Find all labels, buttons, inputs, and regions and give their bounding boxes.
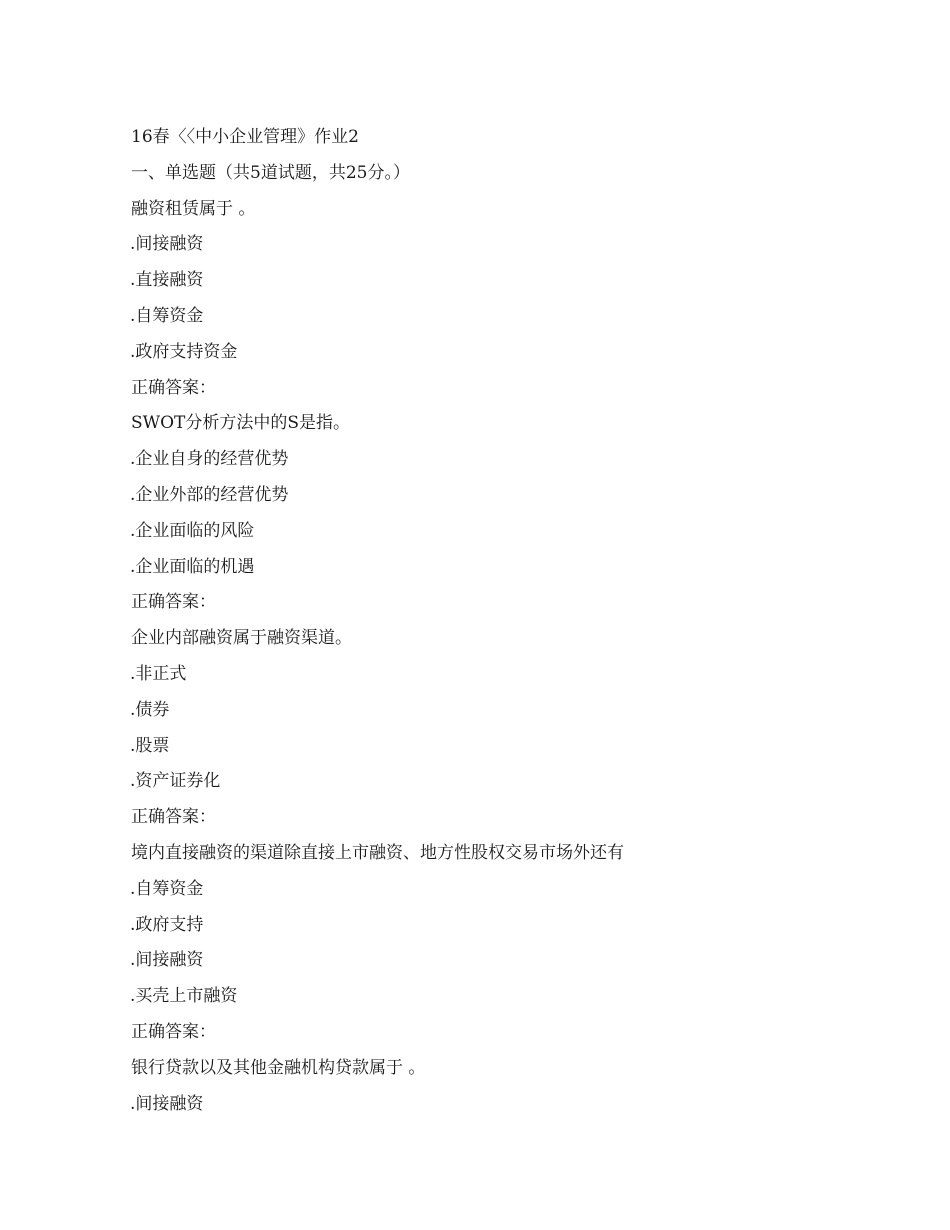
question-5-option-a: .间接融资 [130, 1093, 204, 1114]
question-3-option-b: .债券 [130, 699, 170, 720]
question-4-option-a: .自筹资金 [130, 878, 204, 899]
question-1-option-c: .自筹资金 [130, 305, 204, 326]
question-2-stem: SWOT分析方法中的S是指。 [131, 413, 351, 434]
question-4-option-d: .买壳上市融资 [130, 986, 238, 1007]
section-heading: 一、单选题（共5道试题，共25分。） [131, 162, 410, 183]
question-4-answer-label: 正确答案： [131, 1021, 216, 1042]
question-2-option-b: .企业外部的经营优势 [130, 484, 289, 505]
question-4-option-b: .政府支持 [130, 914, 204, 935]
question-5-stem: 银行贷款以及其他金融机构贷款属于 。 [131, 1057, 426, 1078]
question-1-option-a: .间接融资 [130, 234, 204, 255]
question-3-stem: 企业内部融资属于融资渠道。 [131, 628, 352, 649]
question-1-option-b: .直接融资 [130, 270, 204, 291]
question-3-option-c: .股票 [130, 735, 170, 756]
question-1-option-d: .政府支持资金 [130, 341, 238, 362]
question-2-option-a: .企业自身的经营优势 [130, 449, 289, 470]
question-3-option-d: .资产证券化 [130, 771, 221, 792]
question-3-option-a: .非正式 [130, 663, 187, 684]
question-3-answer-label: 正确答案： [131, 807, 216, 828]
document-content [131, 120, 851, 1122]
question-2-answer-label: 正确答案： [131, 592, 216, 613]
question-2-option-d: .企业面临的机遇 [130, 556, 255, 577]
document-title: 16春〈〈中小企业管理》作业2 [131, 127, 359, 147]
question-2-option-c: .企业面临的风险 [130, 520, 255, 541]
question-1-answer-label: 正确答案： [131, 377, 216, 398]
question-4-option-c: .间接融资 [130, 950, 204, 971]
question-1-stem: 融资租赁属于 。 [131, 198, 256, 219]
question-4-stem: 境内直接融资的渠道除直接上市融资、地方性股权交易市场外还有 [131, 842, 624, 863]
